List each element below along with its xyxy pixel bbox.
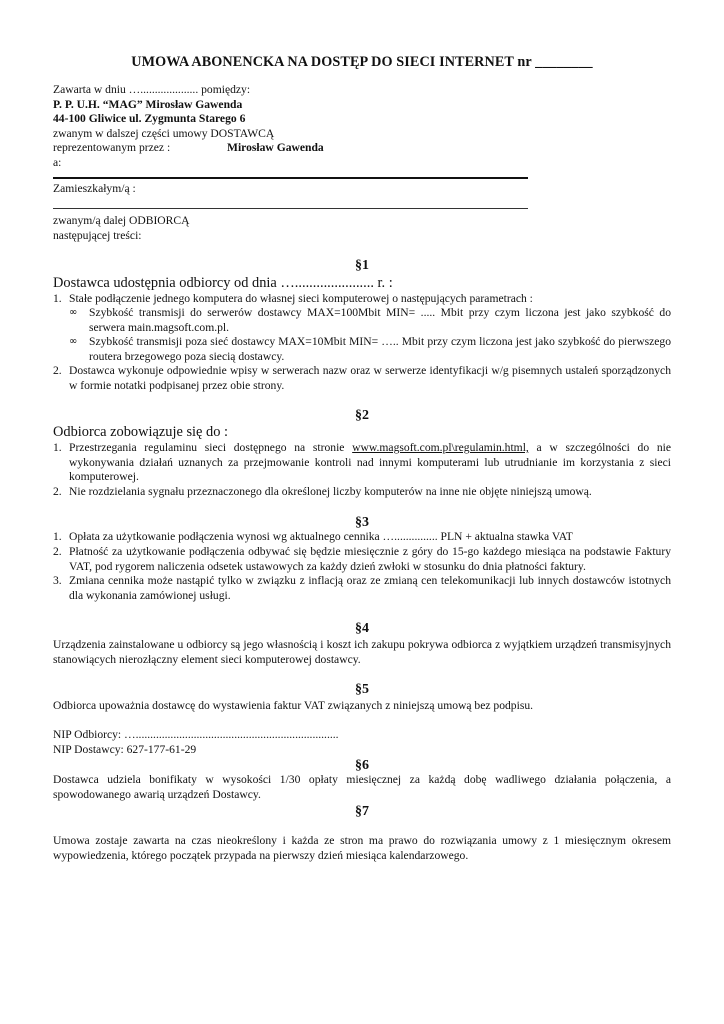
- section-1-item-2: [53, 364, 671, 393]
- item-text: Dostawca wykonuje odpowiednie wpisy w serwerach nazw oraz w serwerze identyfikacji w/g pisemnych ustaleń sporządzonych w formie notatki podpisanej przez obie strony.: [69, 364, 671, 392]
- nip-recipient: NIP Odbiorcy: …......................................................................: [53, 728, 339, 741]
- section-3-item-2: [53, 545, 671, 574]
- section-1-lead: Dostawca udostępnia odbiorcy od dnia …...................... r. :: [53, 275, 393, 291]
- section-1-bullet-2: [69, 335, 671, 364]
- recipient-block: [53, 214, 671, 243]
- supplier-name: P. P. U.H. “MAG” Mirosław Gawenda: [53, 97, 243, 111]
- section-1-heading: §1: [355, 258, 369, 273]
- item-number: 2.: [53, 485, 62, 498]
- item-number: 1.: [53, 292, 62, 305]
- item-text: Zmiana cennika może nastąpić tylko w związku z inflacją oraz ze zmianą cen telekomunikacji lub innych dostawców istotnych dla wykonania zamówionej usługi.: [69, 574, 671, 602]
- item-text-end: a w szczególności do nie wykonywania działań uznanych za przejmowanie kontroli nad innymi komputerami lub utrudnianie im korzystania z sieci komputerowej.: [69, 441, 671, 484]
- section-1-bullet-1: [69, 306, 671, 335]
- section-1-item-1: [53, 292, 671, 307]
- item-text-start: Przestrzegania regulaminu sieci dostępnego na stronie: [69, 441, 353, 454]
- item-number: 3.: [53, 574, 62, 587]
- section-7-text: Umowa zostaje zawarta na czas nieokreślony i każda ze stron ma prawo do rozwiązania umowy z 1 miesięcznym okresem wypowiedzenia, którego początek przypada na pierwszy dzień miesiąca kalendarzowego.: [53, 834, 671, 862]
- section-2-item-2: [53, 485, 671, 500]
- item-text: [69, 441, 671, 485]
- nip-block: [53, 728, 671, 757]
- section-3-heading: §3: [355, 515, 369, 530]
- regulations-link[interactable]: www.magsoft.com.pl\regulamin.html,: [352, 441, 529, 454]
- recipient-name-field: [53, 177, 528, 179]
- document-title: UMOWA ABONENCKA NA DOSTĘP DO SIECI INTERNET nr ________: [131, 54, 593, 70]
- infinity-bullet-icon: ∞: [69, 336, 78, 347]
- section-2-lead: Odbiorca zobowiązuje się do :: [53, 424, 229, 440]
- representative-line: [53, 141, 671, 156]
- recipient-role: zwanym/ą dalej ODBIORCĄ: [53, 214, 190, 227]
- section-3-item-1: [53, 530, 671, 545]
- section-2-item-1: [53, 441, 671, 485]
- item-number: 1.: [53, 441, 62, 454]
- following-text: następującej treści:: [53, 228, 142, 242]
- infinity-bullet-icon: ∞: [69, 307, 78, 318]
- representative-name: Mirosław Gawenda: [227, 141, 324, 155]
- and-line: a:: [53, 155, 62, 169]
- section-7-heading: §7: [355, 804, 369, 819]
- section-3-item-3: [53, 574, 671, 603]
- recipient-address-field: [53, 208, 528, 209]
- item-text: Opłata za użytkowanie podłączenia wynosi wg aktualnego cennika …............... PLN + aktualna stawka VAT: [69, 530, 573, 543]
- item-number: 2.: [53, 364, 62, 377]
- bullet-text: Szybkość transmisji do serwerów dostawcy MAX=100Mbit MIN= ..... Mbit przy czym liczona jest jako szybkość do serwera main.magsoft.com.pl.: [89, 306, 671, 334]
- section-5-text: Odbiorca upoważnia dostawcę do wystawienia faktur VAT związanych z niniejszą umową bez podpisu.: [53, 699, 534, 712]
- section-5-heading: §5: [355, 682, 369, 697]
- nip-supplier: NIP Dostawcy: 627-177-61-29: [53, 742, 197, 756]
- supplier-address: 44-100 Gliwice ul. Zygmunta Starego 6: [53, 112, 246, 126]
- item-number: 2.: [53, 545, 62, 558]
- item-text: Płatność za użytkowanie podłączenia odbywać się będzie miesięcznie z góry do 15-go każdego miesiąca na podstawie Faktury VAT, pod rygorem naliczenia odsetek ustawowych za każdy dzień zwłoki w stosunku do dnia płatności faktury.: [69, 545, 671, 573]
- section-6-heading: §6: [355, 758, 369, 773]
- resident-label: Zamieszkałym/ą :: [53, 182, 136, 195]
- item-text: Nie rozdzielania sygnału przeznaczonego dla określonej liczby komputerów na inne nie objęte niniejszą umową.: [69, 485, 592, 498]
- representative-label: reprezentowanym przez :: [53, 141, 171, 155]
- item-text: Stałe podłączenie jednego komputera do własnej sieci komputerowej o następujących parametrach :: [69, 292, 533, 305]
- section-6-text: Dostawca udziela bonifikaty w wysokości 1/30 opłaty miesięcznej za każdą dobę wadliwego działania połączenia, a spowodowanego awarią urządzeń Dostawcy.: [53, 773, 671, 801]
- section-4-text: Urządzenia zainstalowane u odbiorcy są jego własnością i koszt ich zakupu pokrywa odbiorca z wyjątkiem urządzeń transmisyjnych stanowiących nierozłączny element sieci komputerowej dostawcy.: [53, 638, 671, 666]
- supplier-role: zwanym w dalszej części umowy DOSTAWCĄ: [53, 126, 275, 140]
- item-number: 1.: [53, 530, 62, 543]
- section-2-heading: §2: [355, 408, 369, 423]
- parties-block: [53, 83, 671, 171]
- bullet-text: Szybkość transmisji poza sieć dostawcy MAX=10Mbit MIN= ….. Mbit przy czym liczona jest jako szybkość do pierwszego routera brzegowego poza siecią dostawcy.: [89, 335, 671, 363]
- section-4-heading: §4: [355, 621, 369, 636]
- contract-date-line: Zawarta w dniu ….................... pomiędzy:: [53, 83, 251, 96]
